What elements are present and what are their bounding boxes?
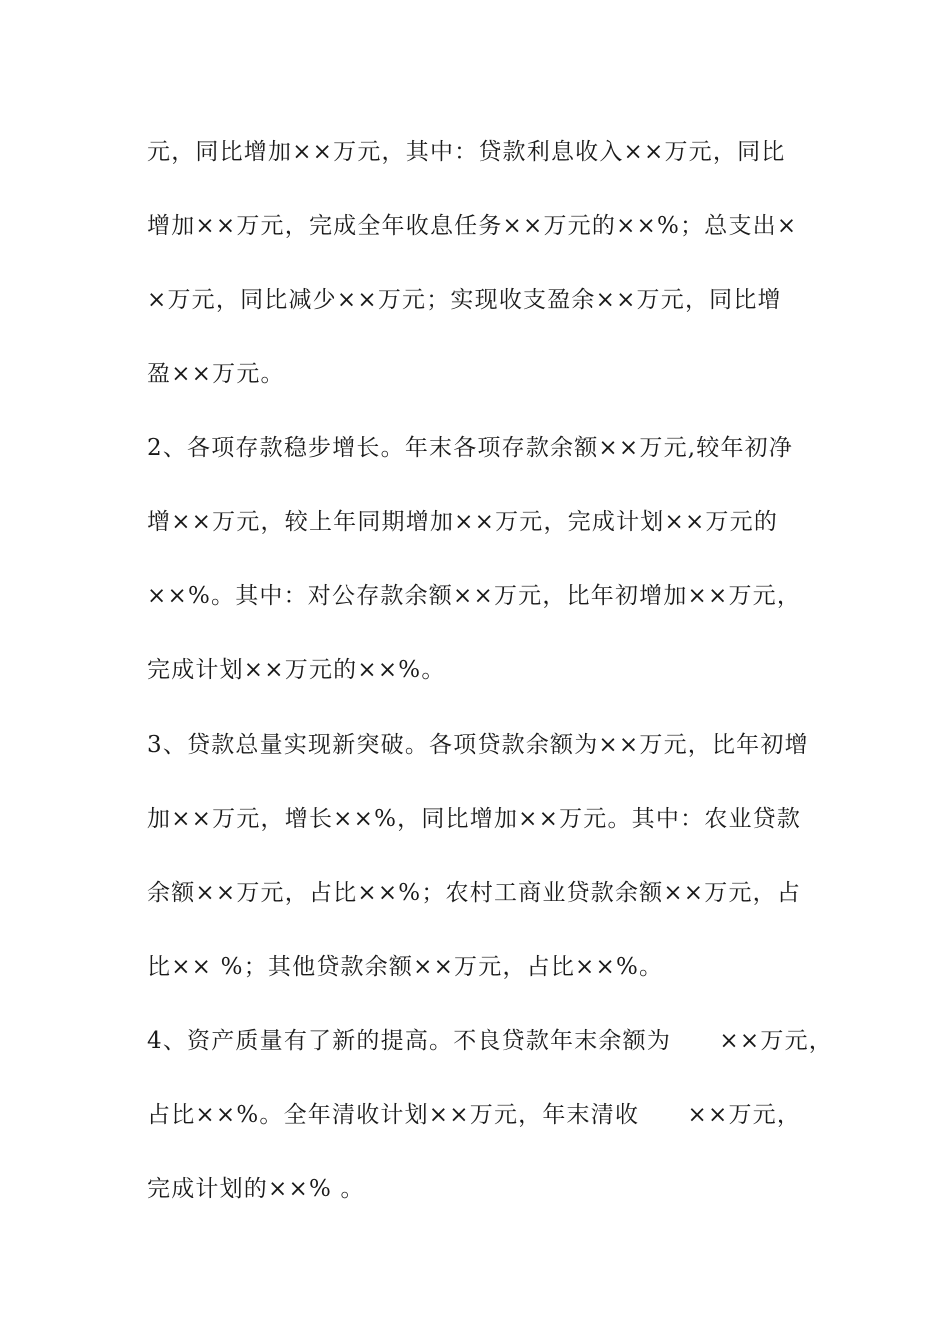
text-line: ×万元，同比减少××万元；实现收支盈余××万元，同比增 (147, 287, 782, 313)
section-4-heading-line: 4、资产质量有了新的提高。不良贷款年末余额为 ××万元， (147, 1028, 833, 1054)
text-line: 占比××%。全年清收计划××万元，年末清收 ××万元， (147, 1102, 802, 1128)
text-line: 余额××万元，占比××%；农村工商业贷款余额××万元，占 (147, 880, 802, 906)
text-line: 增××万元，较上年同期增加××万元，完成计划××万元的 (147, 509, 779, 535)
text-line: ××%。其中：对公存款余额××万元，比年初增加××万元， (147, 583, 802, 609)
text-line: 完成计划××万元的××%。 (147, 657, 446, 683)
section-2-heading-line: 2、各项存款稳步增长。年末各项存款余额××万元,较年初净 (147, 435, 794, 461)
text-line: 完成计划的××% 。 (147, 1176, 365, 1202)
text-line: 增加××万元，完成全年收息任务××万元的××%；总支出× (147, 213, 798, 239)
text-line: 加××万元，增长××%，同比增加××万元。其中：农业贷款 (147, 806, 802, 832)
text-line: 元，同比增加××万元，其中：贷款利息收入××万元，同比 (147, 139, 786, 165)
section-3-heading-line: 3、贷款总量实现新突破。各项贷款余额为××万元，比年初增 (147, 732, 809, 758)
text-line: 盈××万元。 (147, 361, 285, 387)
text-line: 比×× %；其他贷款余额××万元，占比××%。 (147, 954, 664, 980)
